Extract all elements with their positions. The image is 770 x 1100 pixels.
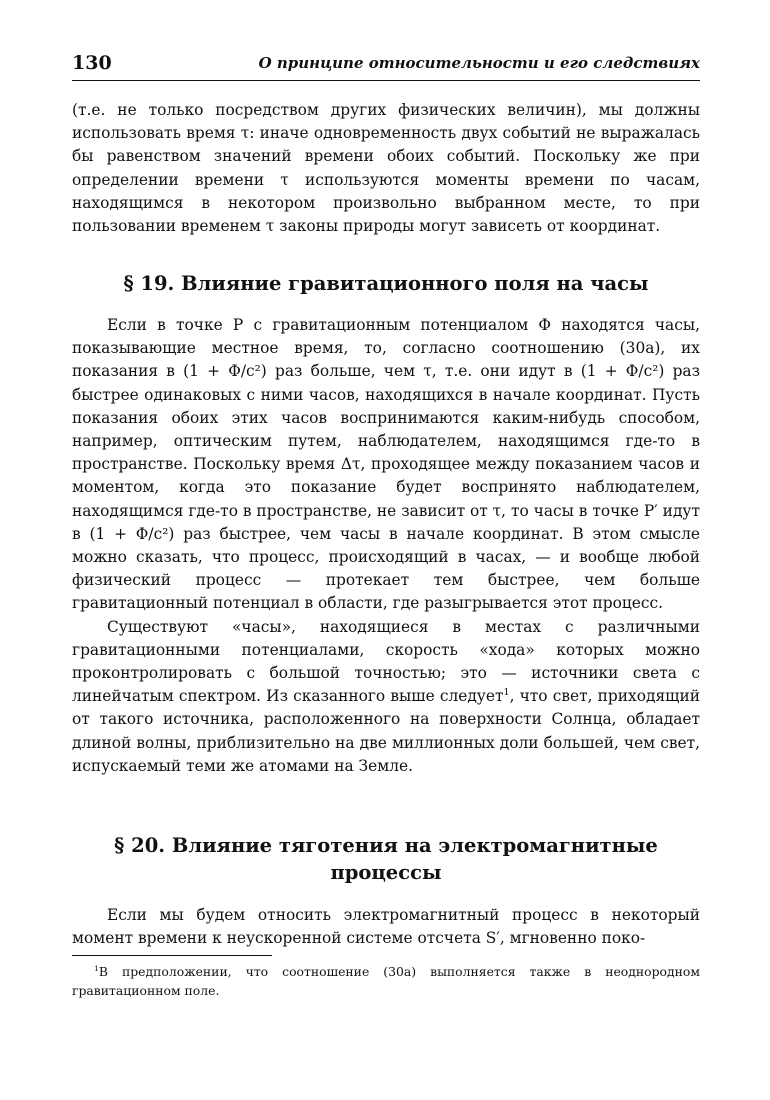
paragraph-text: , что свет, приходящий от такого источника, расположенного на поверхности Солнца, обладает длиной волны, приблизительно на две миллионных доли большей, чем свет, испускаемый теми же атомами на Земле.: [72, 687, 700, 775]
heading-line: процессы: [330, 861, 442, 884]
text-block-section-19: [72, 314, 700, 778]
paragraph: [72, 616, 700, 778]
footnote-reference[interactable]: 1: [503, 687, 510, 699]
page-header: [72, 52, 700, 78]
paragraph: Если в точке P с гравитационным потенциалом Φ находятся часы, показывающие местное время, то, согласно соотношению (30a), их показания в (1 + Φ/c²) раз больше, чем τ, т.е. они идут в (1 + Φ/c²) раз быстрее одинаковых с ними часов, находящихся в начале координат. Пусть показания обоих этих часов воспринимаются каким-нибудь способом, например, оптическим путем, наблюдателем, находящимся где-то в пространстве. Поскольку время Δτ, проходящее между показанием часов и моментом, когда это показание будет воспринято наблюдателем, находящимся где-то в пространстве, не зависит от τ, то часы в точке P′ идут в (1 + Φ/c²) раз быстрее, чем часы в начале координат. В этом смысле можно сказать, что процесс, происходящий в часах, — и вообще любой физический процесс — протекает тем быстрее, чем больше гравитационный потенциал в области, где разыгрывается этот процесс.: [72, 316, 700, 613]
page-number: 130: [72, 52, 112, 74]
text-block-section-20: [72, 904, 700, 950]
section-heading-19: § 19. Влияние гравитационного поля на часы: [123, 272, 649, 295]
footnote-marker: 1: [94, 963, 99, 973]
header-rule: [72, 80, 700, 81]
section-heading-20: [72, 832, 700, 886]
text-block-continuation: [72, 99, 700, 238]
paragraph: (т.е. не только посредством других физических величин), мы должны использовать время τ: иначе одновременность двух событий не выражалась бы равенством значений времени обоих событий. Поскольку же при определении времени τ используются моменты времени по часам, находящимся в некотором произвольно выбранном месте, то при пользовании временем τ законы природы могут зависеть от координат.: [72, 101, 700, 236]
footnote: [72, 962, 700, 1000]
paragraph-text: Существуют «часы», находящиеся в местах с различными гравитационными потенциалами, скорость «хода» которых можно проконтролировать с большой точностью; это — источники света с линейчатым спектром. Из сказанного выше следует: [72, 617, 700, 706]
running-title: О принципе относительности и его следствиях: [258, 54, 700, 72]
footnote-rule: [72, 955, 272, 956]
footnote-text: В предположении, что соотношение (30a) выполняется также в неоднородном гравитационном поле.: [72, 964, 700, 998]
heading-line: § 20. Влияние тяготения на электромагнитные: [114, 834, 658, 857]
paragraph: Если мы будем относить электромагнитный процесс в некоторый момент времени к неускоренной системе отсчета S′, мгновенно поко-: [72, 906, 700, 948]
